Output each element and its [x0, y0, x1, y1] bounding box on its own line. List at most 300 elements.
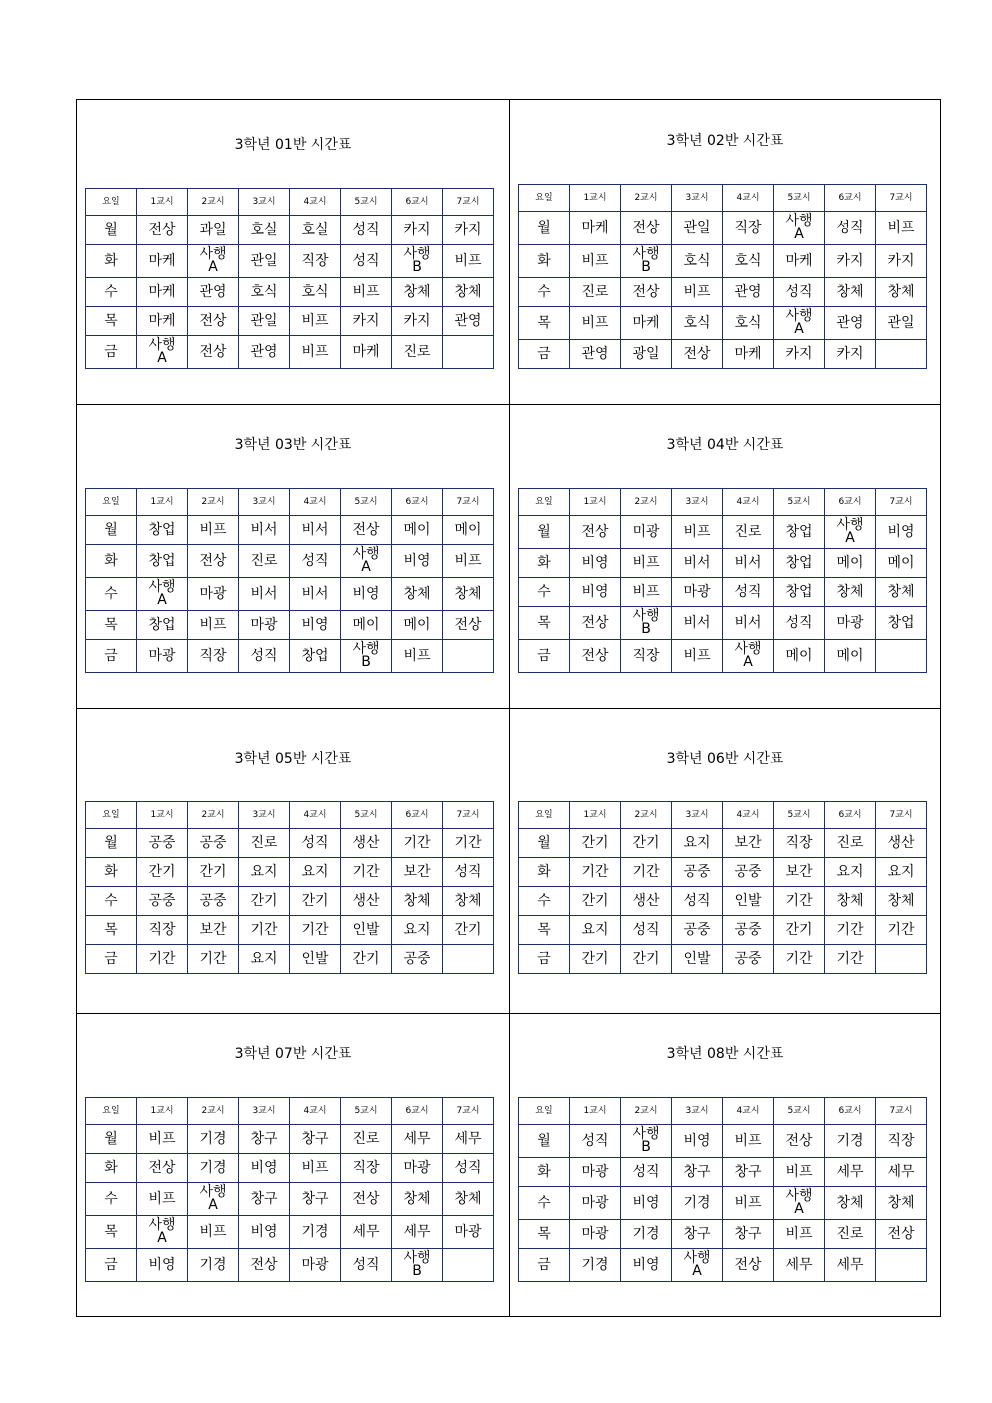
header-cell: 4교시 — [723, 489, 774, 516]
header-cell: 6교시 — [392, 1098, 443, 1125]
subject-cell: 창체 — [876, 578, 927, 607]
subject-cell: 창체 — [443, 887, 494, 916]
day-row — [86, 611, 494, 640]
subject-cell: 호식 — [723, 245, 774, 278]
subject-cell: 간기 — [290, 887, 341, 916]
subject-cell: 메이 — [825, 640, 876, 673]
header-cell: 1교시 — [570, 489, 621, 516]
header-cell: 7교시 — [876, 489, 927, 516]
subject-cell: 마광 — [392, 1154, 443, 1183]
subject-cell — [443, 640, 494, 673]
header-cell: 6교시 — [825, 185, 876, 212]
subject-cell: 비프 — [570, 245, 621, 278]
subject-cell: 비프 — [188, 611, 239, 640]
subject-cell: 비영 — [621, 1187, 672, 1220]
subject-cell: 마광 — [570, 1220, 621, 1249]
subject-cell: 호실 — [239, 216, 290, 245]
subject-cell: 사행 A — [137, 336, 188, 369]
subject-cell: 비프 — [774, 1158, 825, 1187]
subject-cell: 관영 — [443, 307, 494, 336]
day-row — [519, 212, 927, 245]
subject-cell: 관일 — [672, 212, 723, 245]
header-cell: 1교시 — [570, 185, 621, 212]
subject-cell: 비영 — [570, 578, 621, 607]
header-cell: 3교시 — [672, 489, 723, 516]
subject-cell: 과일 — [188, 216, 239, 245]
subject-cell: 창구 — [290, 1125, 341, 1154]
subject-cell — [876, 1249, 927, 1282]
day-cell: 화 — [86, 545, 137, 578]
header-cell: 7교시 — [443, 802, 494, 829]
day-cell: 목 — [519, 1220, 570, 1249]
subject-cell: 마광 — [570, 1187, 621, 1220]
day-row — [519, 245, 927, 278]
header-cell: 요일 — [519, 489, 570, 516]
subject-cell: 진로 — [723, 516, 774, 549]
subject-cell: 비프 — [290, 307, 341, 336]
day-row — [519, 945, 927, 974]
subject-cell: 성직 — [341, 1249, 392, 1282]
subject-cell: 비프 — [621, 578, 672, 607]
day-row — [519, 1249, 927, 1282]
subject-cell: 비프 — [876, 212, 927, 245]
header-cell: 2교시 — [621, 185, 672, 212]
subject-cell: 공중 — [137, 829, 188, 858]
day-cell: 수 — [519, 278, 570, 307]
subject-cell: 세무 — [825, 1158, 876, 1187]
subject-cell: 호식 — [290, 278, 341, 307]
header-cell: 5교시 — [341, 1098, 392, 1125]
subject-cell: 마광 — [239, 611, 290, 640]
header-cell: 5교시 — [341, 489, 392, 516]
subject-cell: 창업 — [137, 516, 188, 545]
day-row — [86, 578, 494, 611]
day-row — [519, 829, 927, 858]
day-cell: 월 — [86, 516, 137, 545]
subject-cell: 창체 — [825, 578, 876, 607]
day-cell: 수 — [519, 887, 570, 916]
subject-cell: 사행 B — [621, 607, 672, 640]
header-cell: 요일 — [519, 1098, 570, 1125]
header-cell: 6교시 — [825, 1098, 876, 1125]
subject-cell: 메이 — [392, 611, 443, 640]
subject-cell: 간기 — [570, 829, 621, 858]
header-cell: 4교시 — [290, 189, 341, 216]
header-cell: 2교시 — [621, 489, 672, 516]
subject-cell: 직장 — [723, 212, 774, 245]
subject-cell: 창구 — [239, 1125, 290, 1154]
day-row — [86, 307, 494, 336]
day-row — [86, 887, 494, 916]
subject-cell: 사행 A — [723, 640, 774, 673]
subject-cell: 인발 — [290, 945, 341, 974]
subject-cell: 전상 — [774, 1125, 825, 1158]
subject-cell: 전상 — [239, 1249, 290, 1282]
subject-cell: 관일 — [876, 307, 927, 340]
day-cell: 목 — [86, 916, 137, 945]
subject-cell: 세무 — [825, 1249, 876, 1282]
subject-cell: 관영 — [723, 278, 774, 307]
day-row — [519, 916, 927, 945]
day-cell: 목 — [86, 1216, 137, 1249]
subject-cell: 사행 A — [774, 1187, 825, 1220]
subject-cell: 비프 — [570, 307, 621, 340]
subject-cell: 카지 — [774, 340, 825, 369]
header-cell: 1교시 — [570, 802, 621, 829]
header-cell: 4교시 — [290, 802, 341, 829]
subject-cell: 창체 — [825, 1187, 876, 1220]
subject-cell: 기간 — [239, 916, 290, 945]
subject-cell: 전상 — [137, 216, 188, 245]
day-cell: 목 — [519, 916, 570, 945]
header-cell: 4교시 — [290, 1098, 341, 1125]
subject-cell: 비프 — [621, 549, 672, 578]
timetable-title: 3학년 04반 시간표 — [666, 437, 784, 453]
header-row — [86, 1098, 494, 1125]
header-cell: 3교시 — [672, 185, 723, 212]
day-row — [519, 640, 927, 673]
subject-cell: 비영 — [137, 1249, 188, 1282]
subject-cell: 관영 — [239, 336, 290, 369]
day-cell: 수 — [86, 578, 137, 611]
subject-cell: 세무 — [876, 1158, 927, 1187]
subject-cell: 창구 — [290, 1183, 341, 1216]
subject-cell: 비프 — [672, 516, 723, 549]
subject-cell: 보간 — [392, 858, 443, 887]
header-row — [86, 189, 494, 216]
subject-cell: 창구 — [723, 1158, 774, 1187]
subject-cell: 공중 — [723, 858, 774, 887]
subject-cell: 세무 — [774, 1249, 825, 1282]
subject-cell — [443, 336, 494, 369]
header-cell: 2교시 — [621, 1098, 672, 1125]
day-row — [519, 1187, 927, 1220]
subject-cell: 창업 — [774, 516, 825, 549]
day-row — [86, 858, 494, 887]
subject-cell: 기간 — [290, 916, 341, 945]
subject-cell: 창업 — [876, 607, 927, 640]
class-timetable-panel — [509, 100, 941, 404]
timetable-table — [85, 801, 494, 974]
day-cell: 월 — [86, 829, 137, 858]
day-row — [86, 640, 494, 673]
subject-cell — [443, 1249, 494, 1282]
header-cell: 2교시 — [188, 802, 239, 829]
subject-cell: 공중 — [392, 945, 443, 974]
subject-cell: 기간 — [188, 945, 239, 974]
subject-cell: 마케 — [774, 245, 825, 278]
subject-cell: 공중 — [188, 887, 239, 916]
subject-cell: 기경 — [290, 1216, 341, 1249]
subject-cell: 기간 — [774, 887, 825, 916]
day-row — [519, 887, 927, 916]
subject-cell: 기간 — [137, 945, 188, 974]
day-cell: 목 — [86, 307, 137, 336]
header-cell: 2교시 — [188, 1098, 239, 1125]
subject-cell: 비영 — [239, 1154, 290, 1183]
day-cell: 금 — [86, 945, 137, 974]
subject-cell: 카지 — [392, 216, 443, 245]
header-cell: 7교시 — [876, 802, 927, 829]
header-cell: 1교시 — [137, 802, 188, 829]
subject-cell: 비영 — [239, 1216, 290, 1249]
day-row — [519, 340, 927, 369]
subject-cell: 직장 — [621, 640, 672, 673]
header-cell: 7교시 — [876, 1098, 927, 1125]
header-row — [519, 185, 927, 212]
subject-cell: 생산 — [341, 829, 392, 858]
subject-cell: 전상 — [341, 1183, 392, 1216]
day-row — [86, 1125, 494, 1154]
subject-cell: 전상 — [443, 611, 494, 640]
subject-cell: 비서 — [290, 578, 341, 611]
subject-cell: 직장 — [137, 916, 188, 945]
timetable-table — [518, 801, 927, 974]
header-cell: 3교시 — [239, 802, 290, 829]
subject-cell: 기경 — [621, 1220, 672, 1249]
subject-cell: 요지 — [290, 858, 341, 887]
subject-cell — [443, 945, 494, 974]
day-cell: 화 — [86, 858, 137, 887]
subject-cell: 기경 — [570, 1249, 621, 1282]
subject-cell: 간기 — [570, 887, 621, 916]
subject-cell: 기경 — [825, 1125, 876, 1158]
subject-cell: 카지 — [825, 340, 876, 369]
subject-cell: 성직 — [443, 1154, 494, 1183]
subject-cell: 비프 — [290, 336, 341, 369]
header-cell: 5교시 — [341, 802, 392, 829]
subject-cell: 마케 — [621, 307, 672, 340]
subject-cell: 성직 — [774, 278, 825, 307]
day-row — [519, 1125, 927, 1158]
header-cell: 6교시 — [392, 489, 443, 516]
subject-cell: 사행 A — [774, 212, 825, 245]
subject-cell: 마광 — [825, 607, 876, 640]
subject-cell: 창체 — [876, 1187, 927, 1220]
subject-cell: 비서 — [723, 549, 774, 578]
subject-cell: 공중 — [188, 829, 239, 858]
day-row — [519, 578, 927, 607]
subject-cell: 성직 — [774, 607, 825, 640]
subject-cell: 사행 B — [621, 1125, 672, 1158]
subject-cell: 창체 — [443, 278, 494, 307]
day-cell: 금 — [519, 1249, 570, 1282]
subject-cell: 미광 — [621, 516, 672, 549]
subject-cell: 호식 — [239, 278, 290, 307]
subject-cell: 창구 — [672, 1158, 723, 1187]
day-row — [86, 336, 494, 369]
subject-cell: 호식 — [672, 245, 723, 278]
subject-cell: 성직 — [341, 245, 392, 278]
day-row — [86, 216, 494, 245]
day-cell: 금 — [519, 640, 570, 673]
header-row — [519, 1098, 927, 1125]
day-cell: 수 — [86, 278, 137, 307]
subject-cell: 비서 — [290, 516, 341, 545]
subject-cell: 성직 — [621, 916, 672, 945]
subject-cell: 전상 — [570, 640, 621, 673]
timetable-title: 3학년 03반 시간표 — [234, 437, 352, 453]
header-cell: 4교시 — [290, 489, 341, 516]
timetable-title: 3학년 01반 시간표 — [234, 137, 352, 153]
day-row — [86, 945, 494, 974]
timetable-table — [518, 488, 927, 673]
subject-cell: 전상 — [621, 212, 672, 245]
subject-cell: 비프 — [443, 245, 494, 278]
day-row — [519, 1220, 927, 1249]
timetable-title: 3학년 08반 시간표 — [666, 1046, 784, 1062]
day-cell: 화 — [519, 1158, 570, 1187]
subject-cell: 마광 — [290, 1249, 341, 1282]
timetable-table — [518, 184, 927, 369]
subject-cell: 호실 — [290, 216, 341, 245]
header-cell: 6교시 — [825, 489, 876, 516]
subject-cell: 요지 — [239, 945, 290, 974]
timetable-table — [85, 1097, 494, 1282]
subject-cell: 카지 — [341, 307, 392, 336]
day-row — [86, 1216, 494, 1249]
timetable-table — [85, 488, 494, 673]
day-row — [519, 858, 927, 887]
subject-cell: 창업 — [137, 545, 188, 578]
subject-cell: 창업 — [290, 640, 341, 673]
subject-cell: 카지 — [392, 307, 443, 336]
day-row — [519, 549, 927, 578]
subject-cell: 전상 — [188, 336, 239, 369]
day-row — [519, 278, 927, 307]
subject-cell: 성직 — [672, 887, 723, 916]
subject-cell: 요지 — [876, 858, 927, 887]
timetable-table — [518, 1097, 927, 1282]
subject-cell: 성직 — [290, 545, 341, 578]
subject-cell: 비프 — [188, 1216, 239, 1249]
subject-cell: 간기 — [137, 858, 188, 887]
day-cell: 화 — [519, 245, 570, 278]
header-row — [519, 489, 927, 516]
subject-cell: 관일 — [239, 307, 290, 336]
subject-cell: 간기 — [774, 916, 825, 945]
subject-cell: 진로 — [341, 1125, 392, 1154]
subject-cell: 메이 — [392, 516, 443, 545]
subject-cell: 요지 — [825, 858, 876, 887]
subject-cell: 비서 — [239, 516, 290, 545]
day-row — [86, 516, 494, 545]
header-cell: 1교시 — [137, 189, 188, 216]
subject-cell: 비서 — [723, 607, 774, 640]
subject-cell: 마케 — [137, 245, 188, 278]
subject-cell: 비영 — [392, 545, 443, 578]
subject-cell: 비영 — [570, 549, 621, 578]
subject-cell — [876, 640, 927, 673]
class-timetable-panel — [77, 100, 509, 404]
subject-cell: 메이 — [341, 611, 392, 640]
subject-cell: 관일 — [239, 245, 290, 278]
class-timetable-panel — [77, 1013, 509, 1317]
subject-cell: 전상 — [570, 607, 621, 640]
subject-cell: 창체 — [443, 1183, 494, 1216]
subject-cell: 사행 A — [672, 1249, 723, 1282]
day-cell: 수 — [519, 578, 570, 607]
header-cell: 4교시 — [723, 802, 774, 829]
subject-cell: 진로 — [239, 829, 290, 858]
day-cell: 목 — [86, 611, 137, 640]
subject-cell: 성직 — [723, 578, 774, 607]
header-cell: 요일 — [86, 802, 137, 829]
subject-cell: 진로 — [825, 829, 876, 858]
subject-cell: 요지 — [392, 916, 443, 945]
class-timetable-panel — [509, 708, 941, 1013]
timetable-table — [85, 188, 494, 369]
day-cell: 월 — [519, 1125, 570, 1158]
subject-cell: 창구 — [723, 1220, 774, 1249]
subject-cell: 관영 — [825, 307, 876, 340]
subject-cell: 세무 — [392, 1125, 443, 1154]
class-timetable-panel — [509, 1013, 941, 1317]
subject-cell: 마케 — [137, 307, 188, 336]
header-cell: 6교시 — [392, 189, 443, 216]
day-cell: 목 — [519, 307, 570, 340]
subject-cell: 전상 — [188, 545, 239, 578]
subject-cell: 비프 — [341, 278, 392, 307]
subject-cell: 진로 — [239, 545, 290, 578]
day-cell: 월 — [519, 516, 570, 549]
subject-cell: 전상 — [137, 1154, 188, 1183]
subject-cell: 사행 B — [621, 245, 672, 278]
subject-cell: 비서 — [239, 578, 290, 611]
subject-cell: 마광 — [570, 1158, 621, 1187]
subject-cell: 요지 — [239, 858, 290, 887]
subject-cell: 비프 — [672, 640, 723, 673]
subject-cell: 간기 — [443, 916, 494, 945]
header-cell: 7교시 — [443, 1098, 494, 1125]
subject-cell: 기간 — [570, 858, 621, 887]
subject-cell: 전상 — [570, 516, 621, 549]
header-cell: 5교시 — [774, 489, 825, 516]
subject-cell: 창업 — [774, 578, 825, 607]
header-cell: 4교시 — [723, 185, 774, 212]
subject-cell: 사행 B — [392, 1249, 443, 1282]
subject-cell: 전상 — [876, 1220, 927, 1249]
class-timetable-panel — [77, 708, 509, 1013]
header-cell: 5교시 — [774, 802, 825, 829]
header-cell: 요일 — [519, 802, 570, 829]
subject-cell: 창체 — [876, 887, 927, 916]
subject-cell: 직장 — [341, 1154, 392, 1183]
subject-cell: 창체 — [443, 578, 494, 611]
subject-cell: 비프 — [392, 640, 443, 673]
subject-cell: 사행 B — [341, 640, 392, 673]
subject-cell: 창체 — [392, 887, 443, 916]
day-cell: 월 — [86, 216, 137, 245]
header-cell: 1교시 — [137, 1098, 188, 1125]
subject-cell: 기경 — [188, 1154, 239, 1183]
day-cell: 금 — [86, 1249, 137, 1282]
day-cell: 화 — [519, 549, 570, 578]
header-cell: 2교시 — [188, 189, 239, 216]
subject-cell: 기간 — [621, 858, 672, 887]
subject-cell: 비영 — [621, 1249, 672, 1282]
day-row — [519, 516, 927, 549]
day-cell: 화 — [86, 245, 137, 278]
subject-cell: 창구 — [672, 1220, 723, 1249]
subject-cell: 마광 — [137, 640, 188, 673]
subject-cell: 창체 — [876, 278, 927, 307]
subject-cell: 관영 — [188, 278, 239, 307]
header-cell: 5교시 — [774, 185, 825, 212]
day-row — [86, 1249, 494, 1282]
class-timetable-panel — [77, 404, 509, 708]
subject-cell: 비영 — [341, 578, 392, 611]
